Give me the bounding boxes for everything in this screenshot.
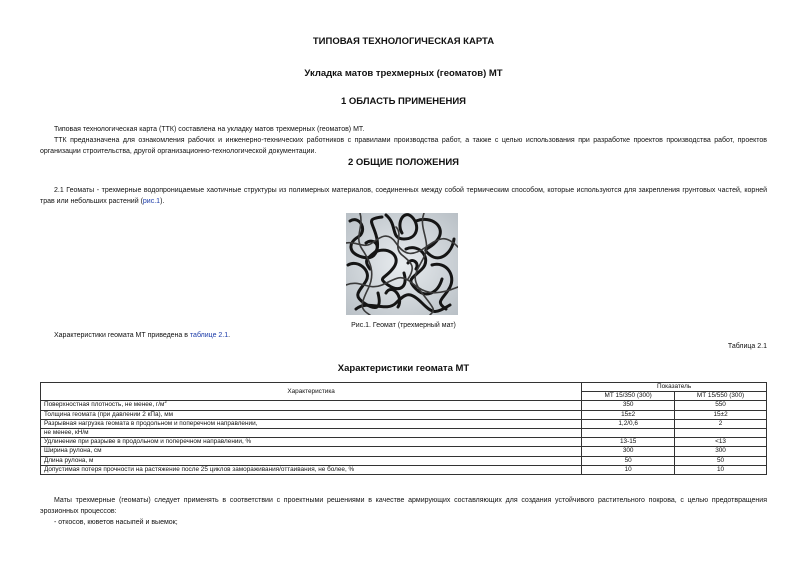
row-characteristic: Допустимая потеря прочности на растяжение после 25 циклов замораживания/оттаивания, не более, %: [41, 465, 582, 474]
row-value-b: 550: [675, 401, 767, 410]
section1-paragraph-2: ТТК предназначена для ознакомления рабочих и инженерно-технических работников с правилами производства работ, а также с целью использования при разработке проектов производства работ, проектов организации строительства, другой организационно-технологической документации.: [40, 137, 767, 155]
row-value-b: [675, 428, 767, 437]
figure-caption: Рис.1. Геомат (трехмерный мат): [351, 322, 456, 329]
characteristics-table: [40, 382, 767, 475]
table-row: [41, 419, 767, 428]
bullet-slopes: - откосов, кюветов насыпей и выемок;: [54, 519, 178, 526]
row-value-a: 350: [582, 401, 675, 410]
table-row: [41, 456, 767, 465]
section2-paragraph-1: [40, 186, 767, 207]
col-header-mt-350: МТ 15/350 (300): [582, 392, 675, 401]
row-value-b: <13: [675, 438, 767, 447]
section2-paragraph-2-text: Характеристики геомата МТ приведена в: [54, 332, 190, 339]
doc-title: ТИПОВАЯ ТЕХНОЛОГИЧЕСКАЯ КАРТА: [312, 36, 495, 47]
table-row: [41, 428, 767, 437]
after-table-paragraph: Маты трехмерные (геоматы) следует применять в соответствии с проектными решениями в качестве армирующих составляющих для создания устойчивого растительного покрова, с целью предотвращения эрозионных процессов:: [40, 497, 767, 515]
row-characteristic: Удлинение при разрыве в продольном и поперечном направлении, %: [41, 438, 582, 447]
row-characteristic: Ширина рулона, см: [41, 447, 582, 456]
doc-subtitle: Укладка матов трехмерных (геоматов) МТ: [304, 68, 503, 79]
row-value-a: 15±2: [582, 410, 675, 419]
table-row: [41, 410, 767, 419]
row-value-b: 2: [675, 419, 767, 428]
section2-heading: 2 ОБЩИЕ ПОЛОЖЕНИЯ: [348, 157, 459, 168]
table-number: Таблица 2.1: [727, 343, 767, 350]
col-header-characteristic: Характеристика: [41, 383, 582, 401]
section2-paragraph-1-text: 2.1 Геоматы - трехмерные водопроницаемые хаотичные структуры из полимерных материалов, соединенных между собой термическим способом, которые используются для закрепления грунтовых частей, корней трав или небольших растений (: [40, 187, 767, 205]
row-value-a: 10: [582, 465, 675, 474]
row-value-a: 300: [582, 447, 675, 456]
row-value-a: 1,2/0,6: [582, 419, 675, 428]
row-value-a: 50: [582, 456, 675, 465]
figure-1-link[interactable]: рис.1: [142, 197, 161, 205]
section1-heading: 1 ОБЛАСТЬ ПРИМЕНЕНИЯ: [340, 96, 467, 107]
geomat-photo: [346, 213, 458, 315]
section1-paragraph-1: Типовая технологическая карта (ТТК) составлена на укладку матов трехмерных (геоматов) МТ.: [54, 126, 365, 133]
table-title: Характеристики геомата МТ: [337, 363, 470, 374]
row-value-b: 50: [675, 456, 767, 465]
row-value-b: 15±2: [675, 410, 767, 419]
table-row: [41, 465, 767, 474]
row-characteristic: Толщина геомата (при давлении 2 кПа), мм: [41, 410, 582, 419]
table-2-1-link[interactable]: таблице 2.1: [189, 332, 229, 339]
table-row: [41, 438, 767, 447]
row-characteristic: не менее, кН/м: [41, 428, 582, 437]
superscript: 2: [164, 399, 167, 405]
table-row: [41, 447, 767, 456]
col-header-indicator: Показатель: [582, 383, 767, 392]
row-value-b: 300: [675, 447, 767, 456]
col-header-mt-550: МТ 15/550 (300): [675, 392, 767, 401]
section2-paragraph-2: [40, 331, 767, 342]
row-value-a: 13-15: [582, 438, 675, 447]
section2-paragraph-1-end: ).: [160, 197, 165, 205]
table-row: [41, 401, 767, 410]
row-characteristic: Поверхностная плотность, не менее, $г/м^2$: [41, 401, 582, 410]
section2-paragraph-2-end: .: [228, 332, 231, 339]
row-characteristic: Разрывная нагрузка геомата в продольном и поперечном направлении,: [41, 419, 582, 428]
table-header-row: [41, 383, 767, 392]
row-value-a: [582, 428, 675, 437]
row-value-b: 10: [675, 465, 767, 474]
row-characteristic: Длина рулона, м: [41, 456, 582, 465]
